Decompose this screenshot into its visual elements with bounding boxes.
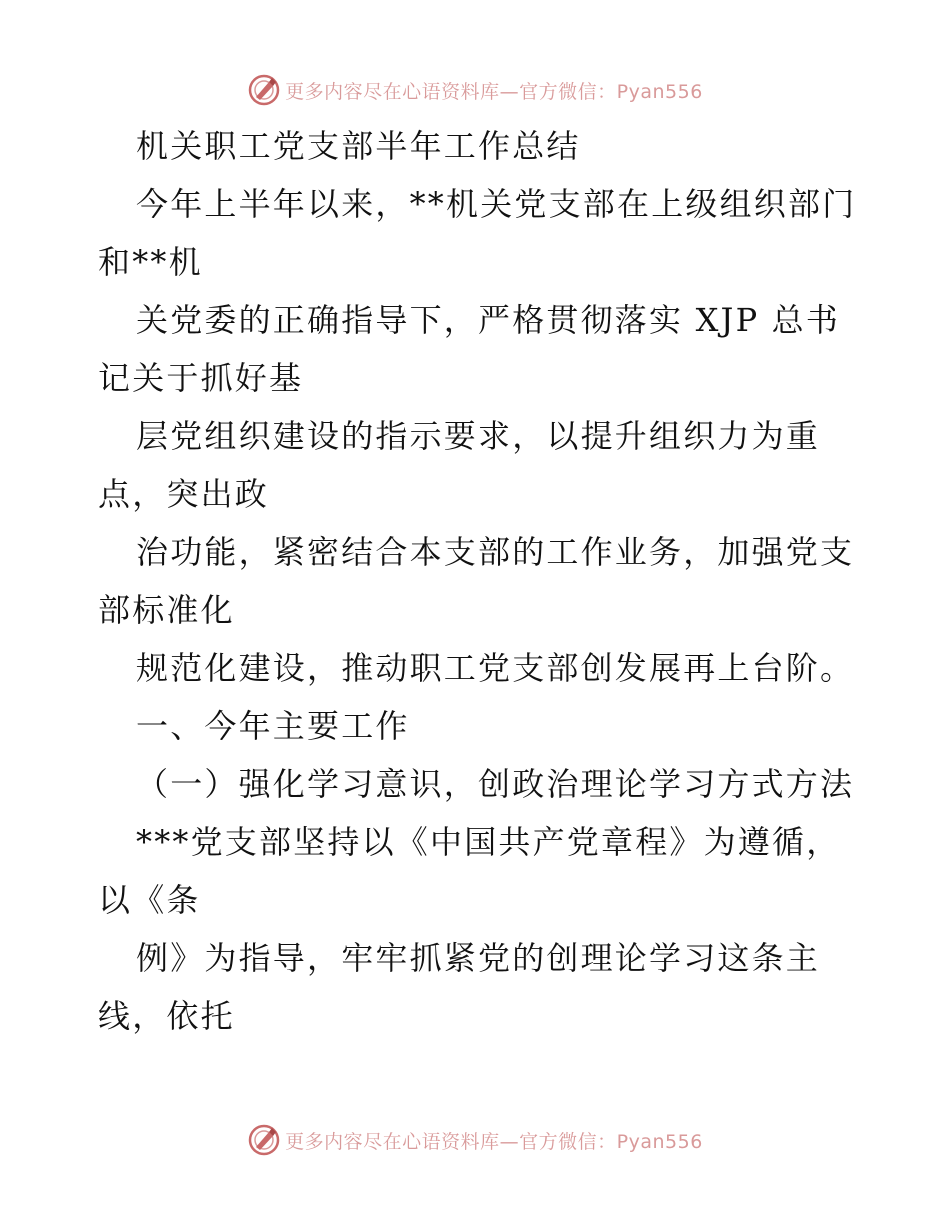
text-line: 今年上半年以来，**机关党支部在上级组织部门 bbox=[136, 185, 857, 223]
text-line: 记关于抓好基 bbox=[98, 359, 304, 397]
text-line: ***党支部坚持以《中国共产党章程》为遵循， bbox=[136, 823, 841, 861]
text-line: 层党组织建设的指示要求，以提升组织力为重 bbox=[136, 417, 821, 455]
footer-watermark bbox=[0, 1120, 950, 1160]
text-line: 规范化建设，推动职工党支部创发展再上台阶。 bbox=[136, 649, 855, 687]
seal-logo-icon bbox=[247, 73, 281, 107]
text-line: 和**机 bbox=[98, 243, 203, 281]
text-line: 部标准化 bbox=[98, 591, 235, 629]
watermark-text: 更多内容尽在心语资料库—官方微信：Pyan556 bbox=[285, 1130, 703, 1153]
watermark-text: 更多内容尽在心语资料库—官方微信：Pyan556 bbox=[285, 80, 703, 103]
text-line: 治功能，紧密结合本支部的工作业务，加强党支 bbox=[136, 533, 855, 571]
section-heading: 一、今年主要工作 bbox=[136, 707, 410, 745]
text-line: 线，依托 bbox=[98, 997, 235, 1035]
text-line: 关党委的正确指导下，严格贯彻落实 XJP 总书 bbox=[136, 301, 841, 339]
seal-logo-icon bbox=[247, 1123, 281, 1157]
document-title: 机关职工党支部半年工作总结 bbox=[136, 127, 581, 165]
text-line: 以《条 bbox=[98, 881, 201, 919]
subsection-heading: （一）强化学习意识，创政治理论学习方式方法 bbox=[136, 765, 855, 803]
document-body bbox=[98, 117, 858, 1045]
header-watermark bbox=[0, 70, 950, 110]
text-line: 点，突出政 bbox=[98, 475, 270, 513]
text-line: 例》为指导，牢牢抓紧党的创理论学习这条主 bbox=[136, 939, 821, 977]
